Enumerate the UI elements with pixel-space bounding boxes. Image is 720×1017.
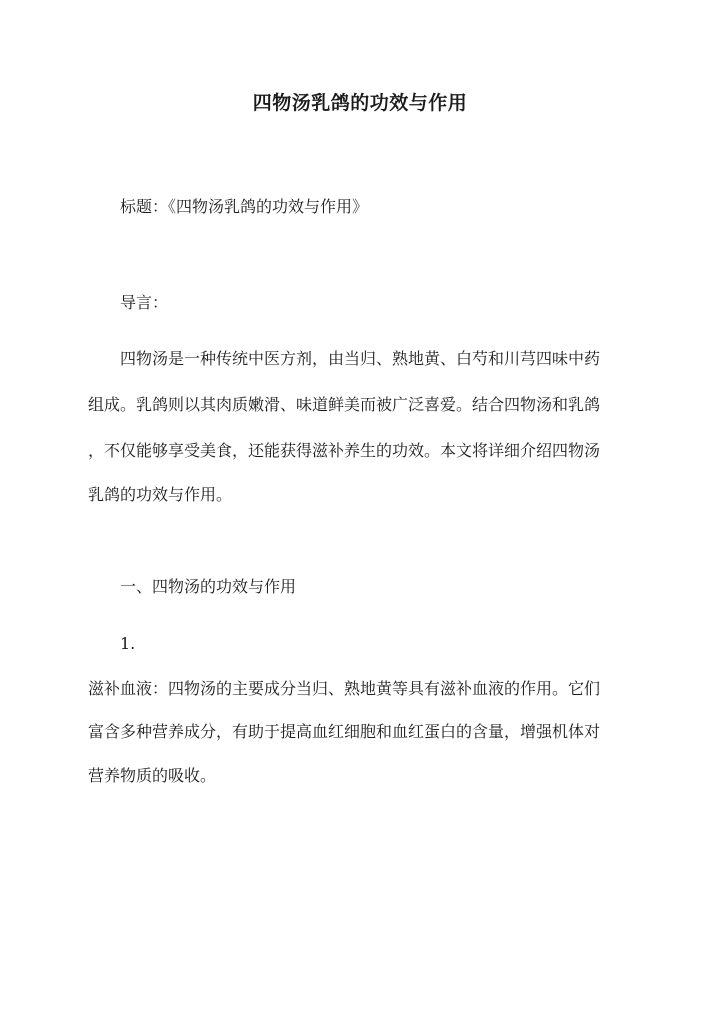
item-line: 富含多种营养成分，有助于提高血红细胞和血红蛋白的含量，增强机体对 bbox=[88, 722, 601, 741]
intro-label: 导言： bbox=[120, 293, 169, 312]
section-heading: 一、四物汤的功效与作用 bbox=[120, 577, 297, 596]
intro-line: ，不仅能够享受美食，还能获得滋补养生的功效。本文将详细介绍四物汤 bbox=[88, 441, 601, 460]
heading-line: 标题：《四物汤乳鸽的功效与作用》 bbox=[120, 197, 369, 216]
item-line: 营养物质的吸收。 bbox=[88, 766, 217, 785]
document-title: 四物汤乳鸽的功效与作用 bbox=[252, 92, 468, 114]
item-line: 滋补血液：四物汤的主要成分当归、熟地黄等具有滋补血液的作用。它们 bbox=[88, 679, 601, 698]
intro-line: 组成。乳鸽则以其肉质嫩滑、味道鲜美而被广泛喜爱。结合四物汤和乳鸽 bbox=[88, 395, 601, 414]
intro-line: 乳鸽的功效与作用。 bbox=[88, 485, 233, 504]
intro-line: 四物汤是一种传统中医方剂，由当归、熟地黄、白芍和川芎四味中药 bbox=[120, 349, 601, 368]
item-number: 1. bbox=[120, 634, 136, 653]
